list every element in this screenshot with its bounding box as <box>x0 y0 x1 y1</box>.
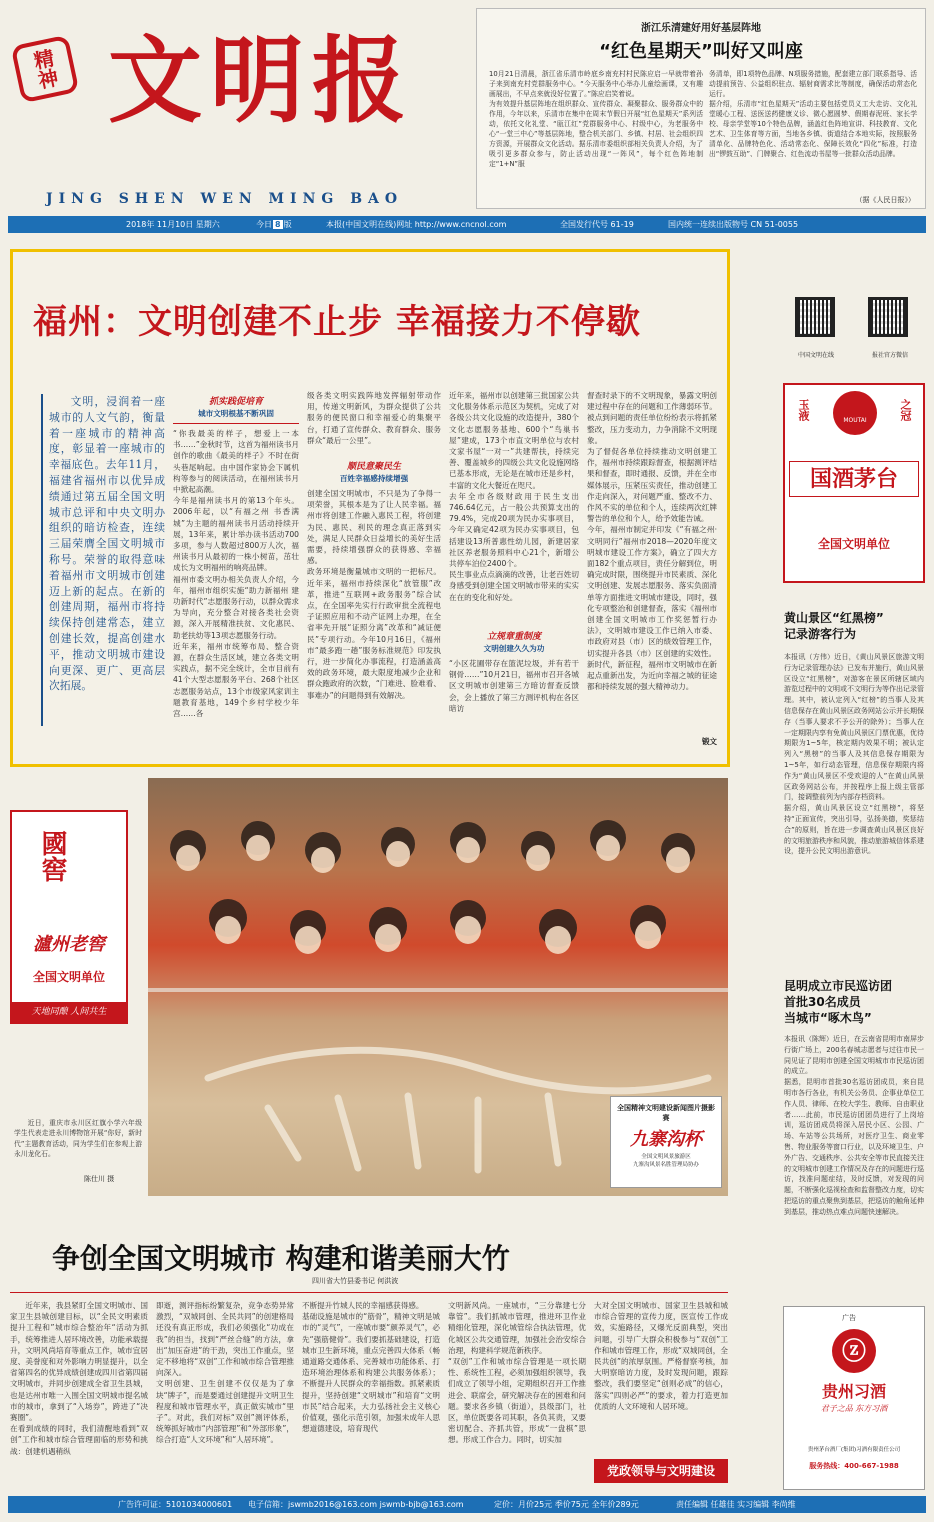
top-story-source: （据《人民日报》） <box>855 196 915 204</box>
top-story-body: 10月21日清晨，浙江省乐清市岭底乡南充村村民陈应启一早就带着孙子来到南充村党群服务中心。“今天服务中心举办儿童绘画课，又有趣画展出，不早点来就没好位置了。”陈应启笑着说。 为有效提升基层阵地在组织群众、宣传群众、凝聚群众、服务群众中的作用，今年以来，乐清市在集中在周末节假日开展“红色星期天”系列活动，依托文化礼堂、“瓯江红”党群服务中心、村级中心，为老服务中心“一堂三中心”等基层阵地，整合机关部门、乡镇、村居、社会组织四方资源，开展群众文化活动。据乐清市委组织部相关负责人介绍，为了吸引更多群众参与，防止活动出现“一阵风”，每个红色阵地制定“1+N”服 <box>489 70 703 168</box>
luzhou-title: 國窖 <box>37 830 67 882</box>
guizhou-ad[interactable] <box>783 1306 925 1490</box>
sidebar <box>784 610 924 1278</box>
sidebar-b2: 本报讯（陈辉）近日，在云南省昆明市南屏步行街广场上，200名春城志愿者与过往市民一同见证了昆明市创建全国文明城市市民巡访团的成立。 据悉，昆明市首批30名巡访团成员，来自昆明市各行各业，有机关公务员、企事业单位工作人员、律师、在校大学生、教师、自由职业者……此前，市民巡访团团员进行了上岗培训，巡访团成员将深入居民小区、公园、广场、车站等公共场所，对医疗卫生、商业零售、物业服务等窗口行业，以及环境卫生、户外广告、交通秩序、公共安全等市民直接关注的文明城市创建工作情况及存在的问题进行巡访，找准问题症结，及时反馈，对发现的问题，不断强化巡视检查和监督整改力度，切实把巡访的重点聚焦到基层，把巡访的触角延伸到基层，推动热点难点问题快速解决。 <box>784 1035 924 1216</box>
moutai-ad[interactable] <box>783 383 925 583</box>
masthead <box>8 6 470 212</box>
jiuzhaigou-ad[interactable] <box>610 1096 722 1188</box>
feature-tag[interactable]: 党政领导与文明建设 <box>594 1459 728 1483</box>
feature-col3: 不断提升竹城人民的幸福感获得感。 基础设施是城市的“筋骨”，精神文明是城市的“灵气”，一座城市要“颜养灵气”，必先“强筋健骨”。我们要抓基础建设，打造城市卫生新环境，重点完善四大体系（畅通道路交通体系、完善城市功能体系、打造环境治理体系和构建公共服务体系）；不断提升人民群众的幸福指数。抓紧素质提升，坚持创建“文明城市”和培育“文明市民”结合起来，大力弘扬社会主义核心价值观，强化示范引领，加强未成年人思想道德建设，培育现代 <box>302 1301 440 1434</box>
lead-col2-text: 级各类文明实践阵地发挥辐射带动作用，传递文明新风，为群众提供了公共服务的便民窗口和幸福爱心的集聚平台，打通了宣传群众、教育群众、服务群众“最后一公里”。 <box>307 391 441 445</box>
top-story-kicker: 浙江乐清建好用好基层阵地 <box>641 23 761 34</box>
qr-code-right[interactable] <box>868 297 908 337</box>
footer-license: 广告许可证：5101034000601 <box>118 1500 233 1509</box>
guizhou-company: 贵州茅台酒厂(集团)习酒有限责任公司 <box>807 1447 901 1453</box>
guizhou-logo: ⓩ <box>832 1329 876 1373</box>
luzhou-brand: 瀘州老窖 <box>33 934 105 955</box>
edition-count <box>256 216 292 233</box>
guizhou-label: 广告 <box>842 1314 856 1322</box>
luzhou-slogan: 全国文明单位 <box>32 970 105 984</box>
site-link[interactable]: 本报(中国文明在线)网址 http://www.cncnol.com <box>326 220 507 229</box>
photo-caption: 近日，重庆市永川区红旗小学六年级学生代表走进永川博物馆开展“你好，新时代”主题教育活动，同为学生们在参观上游永川龙化石。 <box>14 1119 142 1159</box>
feature-col4: 文明新风尚。一座城市，“三分靠建七分靠管”。我们抓城市管理，推进环卫作业精细化管理，深化城管综合执法管理，优化城区公共交通管理，加强社会治安综合治理，构建科学规范新秩序。 “双创”工作和城市综合管理是一项长期性、系统性工程，必须加强组织领导，我们成立了领导小组，定期组织召开工作推进会、联席会，研究解决存在的困难和问题。要求各乡镇（街道），县级部门，社区，单位既要各司其职，各负其责，又要密切配合、齐抓共管，形成“一盘棋”思想。形成工作合力。同时，切实加 <box>448 1301 586 1445</box>
lead-col3-text: 近年来，福州市以创建第三批国家公共文化服务体系示范区为契机，完成了对各级公共文化设施的改造提升，380个文化志愿服务基地、600个“鸟巢书屋”建成，173个市直文明单位与农村文家书屋“一对一”共建帮扶，持续完善、覆盖城乡的四级公共文化设施网络已基本形成，无论是在城市还是乡村，丰富的文化大餐近在咫尺。 去年全市各级财政用于民生支出746.64亿元，占一般公共预算支出的79.4%，完成20项为民办实事项目，今年又确定42项为民办实事项目，包括建设13所普惠性幼儿园，新建居家社区养老服务照料中心21个，新增公共停车泊位2400个。 民生事业点点滴滴的改善，让老百姓切身感受到创建全国文明城市带来的实实在在的变化和好处。 <box>449 391 579 602</box>
top-story <box>476 8 926 209</box>
luzhou-ad[interactable] <box>10 810 128 1024</box>
moutai-logo: MOUTAI <box>833 391 877 435</box>
edition-post: 版 <box>283 220 292 229</box>
qr-code-left[interactable] <box>795 297 835 337</box>
lead-col3 <box>449 390 579 720</box>
news-photo <box>148 778 728 1196</box>
guizhou-phone: 服务热线：400-667-1988 <box>809 1462 899 1470</box>
jzg-title: 全国精神文明建设新闻图片摄影赛 <box>617 1104 715 1122</box>
lead-col1 <box>173 397 299 746</box>
issue-date: 2018年 11月10日 星期六 <box>126 220 220 229</box>
feature-byline: 四川省大竹县委书记 何洪波 <box>312 1277 399 1285</box>
footer-bar <box>8 1496 926 1513</box>
masthead-pinyin: JING SHEN WEN MING BAO <box>46 191 404 207</box>
moutai-left: 玉液 <box>797 399 810 421</box>
feature-col2: 即逝，测评指标纷繁复杂，竞争态势异常激烈，“双城同创、全民共同”的创建格局还没有真正形成，我们必须强化“功成在我”的担当，找到“严丝合缝”的方法，拿出“加压奋进”的干劲，突出工作重点，坚定不移地将“双创”工作和城市综合管理推向深入。 文明创建、卫生创建不仅仅是为了拿块“牌子”，而是要通过创建提升文明卫生程度和城市管理水平，真正做实城市“里子”。对此，我们对标“双创”测评体系，统筹抓好城市“内部管理”和“外部形象”，综合打造“人文环境”和“人居环境”。 <box>156 1301 294 1445</box>
feature-col1: 近年来，我县紧盯全国文明城市、国家卫生县城创建目标，以“全民文明素质提升工程和”城市综合整治年“活动为抓手，统筹推进人居环境改善，功能承载提升，文明风尚培育等重点工作，城市宜居度、美誉度和对外影响力明显提升，以全省第四名的优异成绩创建成四川省第四届文明城市，并同步创建成全省卫生县城，也是达州市唯一入围全国文明城市提名城市的城市，拿到了“入场券”，跨进了“决赛圈”。 在看到成绩的同时，我们清醒地看到“双创”工作和城市综合管理面临的形势和挑战：创建机遇稍纵 <box>10 1301 148 1456</box>
jzg-name: 九寨沟杯 <box>630 1129 702 1150</box>
lead-col3b-text: “小区花圃带存在篮泥垃圾，并有若干钢骨……”10月21日，福州市召开各城区文明城市创建第三方暗访督查反馈会，会上播放了第三方测评机构在各区暗访 <box>449 659 579 713</box>
cn-code: 国内统一连续出版物号 CN 51-0055 <box>668 220 799 229</box>
footer-price: 定价：月价25元 季价75元 全年价289元 <box>494 1500 639 1509</box>
qr-label-right: 报社官方微信 <box>871 352 908 359</box>
guizhou-slogan: 君子之品 东方习酒 <box>820 1404 888 1413</box>
masthead-seal-text: 精神 <box>28 47 61 92</box>
date-bar <box>8 216 926 233</box>
guizhou-name: 贵州习酒 <box>821 1382 886 1401</box>
sidebar-h2: 昆明成立市民巡访团 首批30名成员 当城市“啄木鸟” <box>784 979 893 1025</box>
sub2-kicker: 顺民意聚民生 <box>346 462 401 472</box>
lead-headline: 福州：文明创建不止步 幸福接力不停歇 <box>33 302 641 342</box>
footer-email[interactable]: 电子信箱：jswmb2016@163.com jswmb-bjb@163.com <box>248 1500 464 1509</box>
lead-frame <box>10 249 730 767</box>
edition-pre: 今日 <box>256 220 272 229</box>
lead-col2 <box>307 390 441 728</box>
lead-col4-text: 督查时录下的不文明现象，暴露文明创建过程中存在的问题和工作薄弱环节。被点到问题的责任单位纷纷表示将抓紧整改，压力变动力，力争消除不文明现象。 为了督促各单位持续推动文明创建工作，福州市持续跟踪督查，根据测评结果和督查，即时通报、反馈，并在全市媒体展示，压紧压实责任，推动创建工作走向深入，对问题严重、整改不力、作风不实的单位和个人，连续两次红牌警告的单位和个人，给予效能告诫。 今年，福州市制定并印发《“有福之州·文明同行”福州市2018—2020年度文明城市建设工作方案》，确立了四大方面182个重点项目，责任分解到位，明确完成时限，围绕提升市民素质、深化文明创建、发展志愿服务、落实负面清单等方面推进文明城市建设，同时，强化专项整治和创建督查，落实《福州市创建全国文明城市工作奖惩暂行办法》，文明城市建设工作已纳入市委、市政府对县（市）区的绩效管理工作，切实提升各县（市）区创建的实效性。 新时代，新征程，福州市文明城市在新起点重新出发，为近向幸福之城的征途都和持续发展的强大精神动力。 <box>587 391 717 692</box>
masthead-seal <box>11 35 80 104</box>
luzhou-foot: 天地同酿 人间共生 <box>12 1002 126 1022</box>
top-story-body-2: 务清单，即1项特色品牌、N项服务措施，配套建立部门联系指导、活动提前预告、公益组织驻点、辐射商需求比等制度，确保活动常态化运行。 据介绍，乐清市“红色星期天”活动主要包括党员义工大走访、文化礼堂暖心工程、送医送药健康义诊、微心愿圆梦、假期春泥班、家长学校、母亲学堂等10个特色品牌，涵盖红色阵地宣讲、科技教育、文化艺术、卫生体育等方面，当地各乡镇、街道结合本地实际，按照服务清单化、品牌特色化、活动常态化、保障长效化“四化”标准，打造出“锣鼓互助”、门牌聚合、红色流动书屋等一批群众活动品牌。 <box>709 70 917 158</box>
sidebar-b1: 本报讯（方伟）近日，《黄山风景区旅游文明行为记录管理办法》已发布并施行，黄山风景区设立“红黑榜”，对游客在景区所辖区域内游览过程中的文明或不文明行为等作出记录管理。其中，被认定列入“红榜”的当事人及其信息保存在黄山风景区政务网站公示并长期保存（当事人要求不予公开的除外）；当事人在一定期限内享有免黄山风景区门票优惠，优待期限为1~5年，核定期内效果不明；被认定列入“黑榜”的当事人及其信息保存期限为1~5年，如行动态管理，信息保存期限内将作为“黄山风景区不受欢迎的人”在黄山风景区政务网站公布，并按程序上报上级主管部门，接调整前列为内部存档资料。 据介绍，黄山风景区设立“红黑榜”，将坚持“正面宣传，突出引导，弘扬美德，奖惩结合”的原则，旨在进一步调查黄山风景区良好的文明旅游秩序和风貌，推动旅游城信体系建设，提升公民文明出游意识。 <box>784 653 924 856</box>
lead-intro-box <box>41 394 165 726</box>
lead-col2b-text: 创建全国文明城市，不只是为了争得一项荣誉，其根本是为了让人民幸福。福州市将创建工作融入惠民工程，将创建为民、惠民、利民的理念真正落到实处，满足人民群众日益增长的美好生活需要，持续增强群众的获得感、幸福感。 政务环境是衡量城市文明的一把标尺。近年来，福州市持续深化“放管服”改革，推进“互联网+政务服务”综合试点，在全国率先实行行政审批全流程电子证照应用和不动产证网上办理，在全省率先开展“证照分离”改革和“减证便民”专项行动。今年10月16日，《福州市“最多跑一趟”服务标准规范》印发执行，进一步简化办事流程，打造涵盖高效的政务环境，最大限度地减少企业和群众跑政府的次数，“门难进、脸难看、事难办”的问题得到有效解决。 <box>307 489 441 700</box>
moutai-right: 之冠 <box>899 399 912 421</box>
sub2-title: 百姓幸福感持续增强 <box>339 474 409 483</box>
footer-editors: 责任编辑 任雄佳 实习编辑 李尚维 <box>676 1500 796 1509</box>
sub1-kicker: 抓实践促培育 <box>208 397 263 407</box>
lead-col4 <box>587 390 717 747</box>
qr-label-left: 中国文明在线 <box>797 352 834 359</box>
moutai-slogan: 全国文明单位 <box>817 537 890 551</box>
feature-rule <box>10 1292 728 1293</box>
photo-credit: 陈仕川 摄 <box>84 1175 115 1183</box>
top-story-headline: “红色星期天”叫好又叫座 <box>599 41 803 62</box>
masthead-title: 文明报 <box>108 26 415 136</box>
edition-number: 8 <box>275 220 281 229</box>
feature-col5: 大对全国文明城市、国家卫生县城和城市综合管理的宣传力度，医宣传工作成效，实施路径，又爆光反面典型，突出问题，引导广大群众积极参与“双创”工作和城市管理工作，形成“双城同创，全民共创”的浓厚氛围。严格督察考核，加大明察暗访力度，及时发现问题，跟踪整改，我们要坚定“创则必成”的信心，落实“四则必严”的要求，着力打造更加优质的人文环境和人居环境。 <box>594 1301 728 1411</box>
sub1-title: 城市文明根基不断巩固 <box>198 409 274 418</box>
lead-intro: 文明，浸润着一座城市的人文气韵，衡量着一座城市的精神高度，彰显着一座城市的幸福底色。去年11月，福建省福州市以优异成绩通过第五届全国文明城市总评和中央文明办组织的暗访检查，连续三届荣膺全国文明城市称号。荣誉的取得意味着福州市文明城市创建迈上新的起点。在新的创建周期，福州市将持续保持创建常态，建立创建长效，提高创建水平，推动文明城市建设向更深、更广、更高层次拓展。 <box>49 395 165 693</box>
feature-headline: 争创全国文明城市 构建和谐美丽大竹 <box>52 1242 510 1275</box>
sub3-kicker: 立规章重制度 <box>486 632 541 642</box>
lead-byline: 锻文 <box>701 737 717 746</box>
lead-col1-text: “你我最美的样子，想爱上一本书……”金秋时节，这首为福州读书月创作的歌曲《最美的样子》不时在街头巷尾响起。由中国作家协会下属机构等参与的阅读活动，在福州读书月中掀起高潮。 今年是福州读书月的第13个年头。2006年起，以“有福之州 书香满城”为主题的福州读书月活动持续开展，13年来，累计举办读书活动700多项，参与人数超过800万人次，福州读书月从最初的一株小树苗，茁壮成长为文明福州的响亮品牌。 福州市委文明办相关负责人介绍，今年，福州市组织实施“助力新福州 建功新时代”志愿服务行动，以群众需求为导向，充分整合对接各类社会资源，深入开展精准扶贫、文化惠民、助老扶幼等13项志愿服务行动。 近年来，福州市统筹布局、整合资源，在群众生活区域，建立各类文明实践点，据不完全统计，全市目前有41个大型志愿服务平台、268个社区志愿服务站点，13个市级家风家训主题教育基地，149个乡村学校少年宫……各 <box>173 429 299 719</box>
issue-code: 全国发行代号 61-19 <box>560 220 634 229</box>
jzg-sub: 全国文明风景旅游区 九寨沟风景名胜管理局协办 <box>632 1154 699 1168</box>
moutai-name: 国酒茅台 <box>789 461 919 497</box>
sidebar-h1: 黄山景区“红黑榜” 记录游客行为 <box>784 611 884 641</box>
sub3-title: 文明创建久久为功 <box>483 644 545 653</box>
